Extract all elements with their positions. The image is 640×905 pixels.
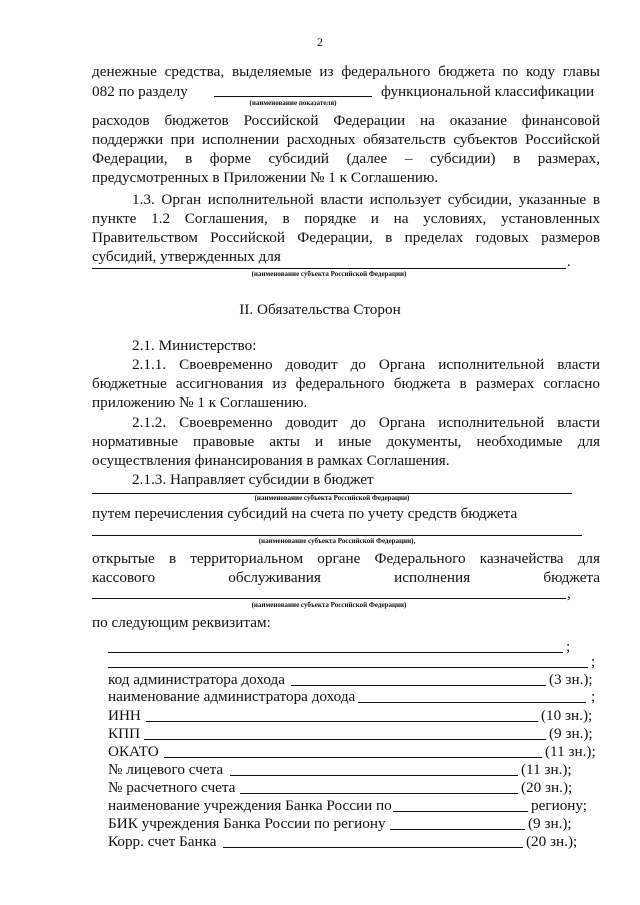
s213-line5: по следующим реквизитам:	[92, 614, 271, 631]
s213-line3: открытые в территориальном органе Федерального казначейства для	[92, 550, 600, 567]
requisite-line	[240, 793, 518, 794]
indicator-blank-line	[214, 96, 372, 97]
requisite-bik	[108, 814, 608, 833]
section-heading: II. Обязательства Сторон	[239, 301, 401, 318]
requisite-line	[393, 811, 528, 812]
subject-blank-line-4	[92, 598, 566, 599]
requisite-line	[291, 685, 546, 686]
requisite-suffix: (9 зн.);	[528, 815, 572, 832]
requisite-corr-account	[108, 832, 608, 851]
requisite-line	[108, 667, 588, 668]
requisite-suffix: (9 зн.);	[549, 725, 593, 742]
s212-line3: осуществления финансирования в рамках Соглашения.	[92, 452, 450, 469]
requisite-suffix: ;	[591, 653, 596, 670]
requisite-line	[223, 847, 523, 848]
p1-line1: денежные средства, выделяемые из федерального бюджета по коду главы	[92, 63, 600, 80]
s213-line4: кассового обслуживания исполнения бюджета	[92, 569, 600, 586]
subject-blank-line-1	[92, 268, 566, 269]
s211-line1: 2.1.1. Своевременно доводит до Органа исполнительной власти	[132, 356, 600, 373]
p13-line3: Правительством Российской Федерации, в пределах годовых размеров	[92, 229, 600, 246]
requisite-suffix: (20 зн.);	[521, 779, 573, 796]
requisite-label: ОКАТО	[108, 743, 159, 760]
requisite-bank-office	[108, 796, 608, 815]
s212-line1: 2.1.2. Своевременно доводит до Органа исполнительной власти	[132, 414, 600, 431]
requisite-blank-2	[108, 652, 608, 671]
requisite-label: БИК учреждения Банка России по региону	[108, 815, 386, 832]
requisite-personal-account	[108, 760, 608, 779]
requisite-line	[146, 721, 538, 722]
requisite-line	[390, 829, 525, 830]
p13-line2: пункте 1.2 Соглашения, в порядке и на условиях, установленных	[92, 210, 600, 227]
requisite-label: наименование учреждения Банка России по	[108, 797, 392, 814]
requisite-line	[144, 739, 546, 740]
p1-line6: предусмотренных в Приложении № 1 к Соглашению.	[92, 169, 439, 186]
s213-line1: 2.1.3. Направляет субсидии в бюджет	[132, 471, 374, 488]
page-number: 2	[317, 35, 323, 49]
requisite-label: Корр. счет Банка	[108, 833, 217, 850]
caption-subject-4: (наименование субъекта Российской Федерации)	[251, 601, 407, 609]
requisite-settlement-account	[108, 778, 608, 797]
requisite-admin-name	[108, 687, 608, 706]
p1-line2-right: функциональной классификации	[381, 83, 595, 100]
caption-indicator: (наименование показателя)	[249, 99, 337, 107]
s213-line2: путем перечисления субсидий на счета по учету средств бюджета	[92, 505, 518, 522]
requisite-suffix: (3 зн.);	[549, 671, 593, 688]
subject-blank-line-3	[92, 535, 582, 536]
requisite-label: код администратора дохода	[108, 671, 285, 688]
requisite-suffix: (11 зн.);	[521, 761, 572, 778]
requisite-line	[230, 775, 518, 776]
s211-line3: приложению № 1 к Соглашению.	[92, 394, 308, 411]
requisite-suffix: (11 зн.);	[545, 743, 596, 760]
requisite-okato	[108, 742, 608, 761]
p1-line5: Федерации, в форме субсидий (далее – субсидии) в размерах,	[92, 150, 600, 167]
requisite-kpp	[108, 724, 608, 743]
caption-subject-3: (наименование субъекта Российской Федерации),	[258, 537, 416, 545]
requisite-inn	[108, 706, 608, 725]
requisite-line	[164, 757, 542, 758]
p13-line4: субсидий, утвержденных для	[92, 248, 281, 265]
s213-end-comma: ,	[567, 585, 571, 602]
requisite-label: наименование администратора дохода	[108, 688, 356, 705]
requisite-suffix: региону;	[531, 797, 588, 814]
s211-line2: бюджетные ассигнования из федерального бюджета в размерах согласно	[92, 375, 600, 392]
s21-line: 2.1. Министерство:	[132, 337, 257, 354]
s212-line2: нормативные правовые акты и иные документы, необходимые для	[92, 433, 600, 450]
requisite-label: № расчетного счета	[108, 779, 236, 796]
caption-subject-2: (наименование субъекта Российской Федерации)	[254, 494, 410, 502]
requisite-suffix: ;	[566, 638, 571, 655]
requisite-line	[358, 702, 586, 703]
requisite-suffix: (10 зн.);	[541, 707, 593, 724]
p1-line2-left: 082 по разделу	[92, 83, 188, 100]
p1-line3: расходов бюджетов Российской Федерации на оказание финансовой	[92, 112, 600, 129]
requisite-suffix: (20 зн.);	[526, 833, 578, 850]
p1-line4: поддержки при исполнении расходных обязательств субъектов Российской	[92, 131, 600, 148]
requisite-label: КПП	[108, 725, 141, 742]
requisite-suffix: ;	[591, 688, 596, 705]
caption-subject-1: (наименование субъекта Российской Федерации)	[251, 270, 407, 278]
p13-end-dot: .	[567, 253, 571, 270]
requisite-label: ИНН	[108, 707, 141, 724]
requisite-label: № лицевого счета	[108, 761, 224, 778]
p13-line1: 1.3. Орган исполнительной власти использует субсидии, указанные в	[132, 191, 600, 208]
